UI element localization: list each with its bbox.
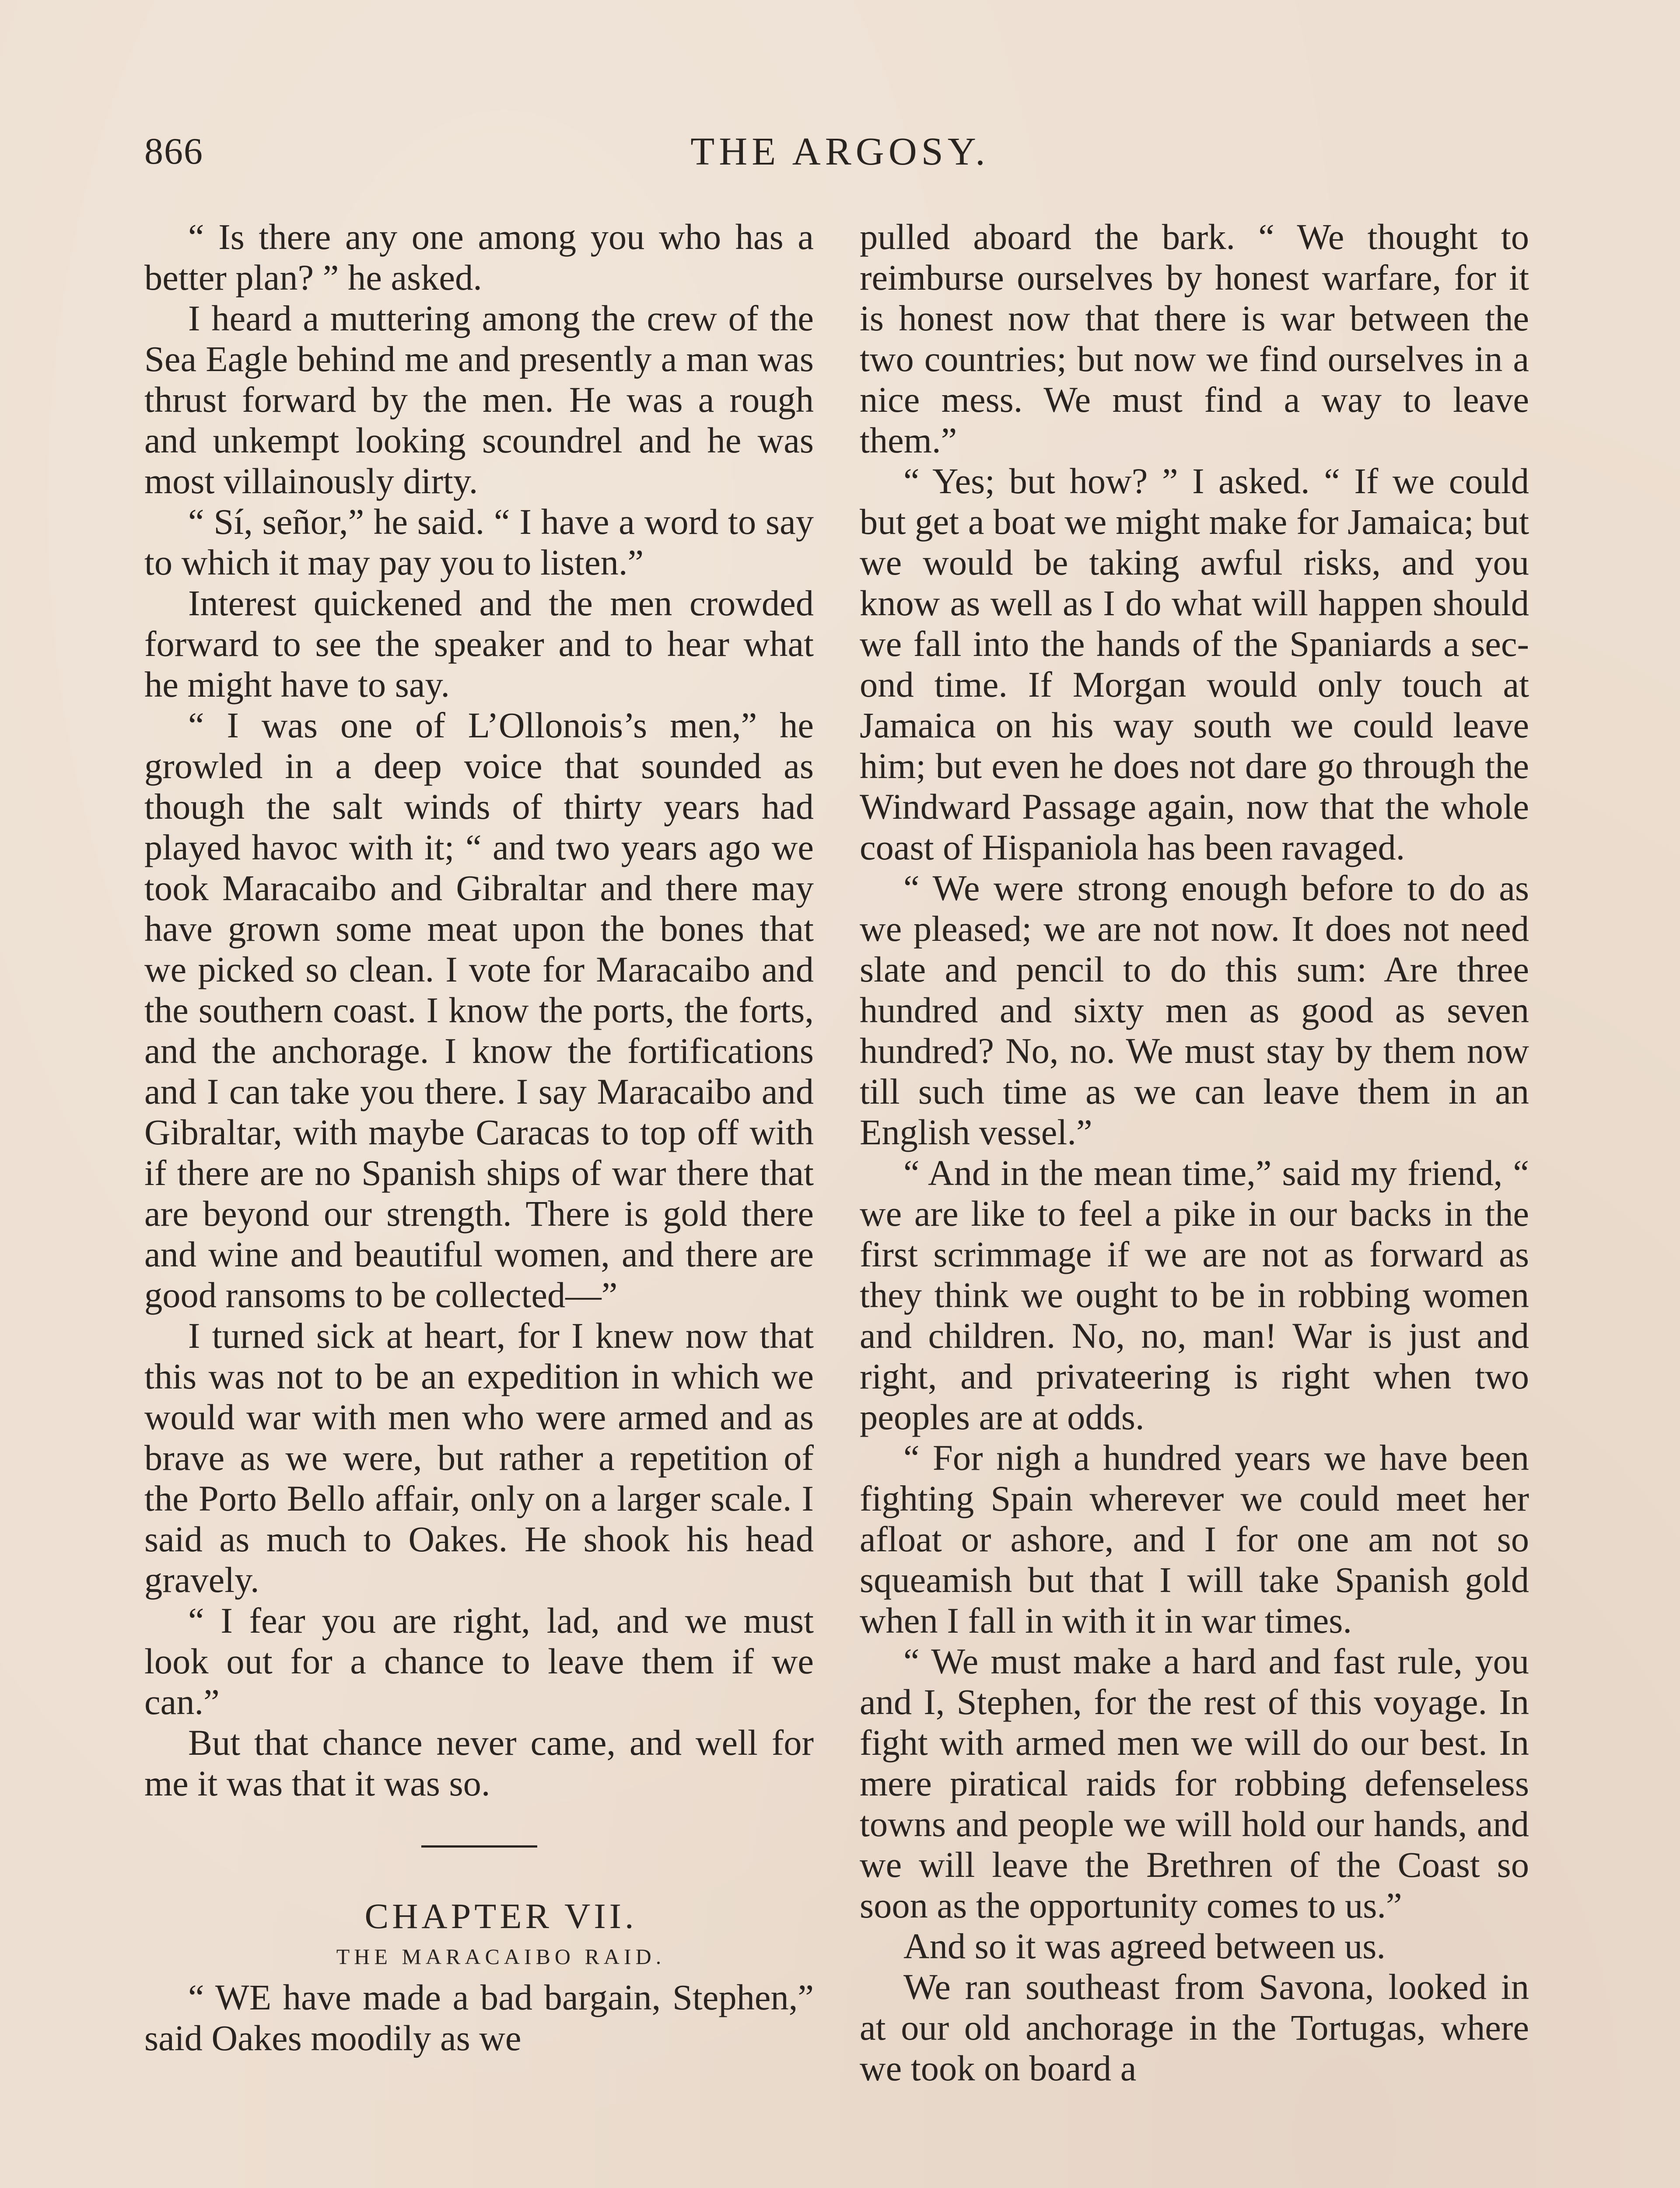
paragraph: “ We must make a hard and fast rule, you and I, Stephen, for the rest of this voyage. In fight with armed men we will do our best. In mere piratical raids for robbing defenseless towns and people we will hold our hands, and we will leave the Brethren of the Coast so soon as the opportunity comes to us.” xyxy=(860,1641,1529,1925)
page-header xyxy=(144,125,1536,186)
paragraph: “ Is there any one among you who has a better plan? ” he asked. xyxy=(144,217,814,298)
paragraph: “ Yes; but how? ” I asked. “ If we could but get a boat we might make for Jamaica; but we would be taking awful risks, and you know as well as I do what will happen should we fall into the hands of the Spaniards a second time. If Morgan would only touch at Jamaica on his way south we could leave him; but even he does not dare go through the Windward Passage again, now that the whole coast of Hispaniola has been ravaged. xyxy=(860,461,1529,867)
paragraph-continuation: pulled aboard the bark. “ We thought to reimburse ourselves by honest warfare, for it is honest now that there is war between the two countries; but now we find ourselves in a nice mess. We must find a way to leave them.” xyxy=(860,217,1529,460)
paragraph: I heard a muttering among the crew of the Sea Eagle behind me and presently a man was thrust forward by the men. He was a rough and unkempt looking scoundrel and he was most villainously dirty. xyxy=(144,298,814,501)
chapter-opening-paragraph: “ WE have made a bad bargain, Stephen,” said Oakes moodily as we xyxy=(144,1977,814,2058)
chapter-heading: CHAPTER VII. xyxy=(364,1896,637,1936)
paragraph: We ran southeast from Savona, looked in at our old anchorage in the Tortugas, where we took on board a xyxy=(860,1967,1529,2088)
paragraph: And so it was agreed between us. xyxy=(903,1926,1386,1966)
paragraph: I turned sick at heart, for I knew now that this was not to be an expedition in which we would war with men who were armed and as brave as we were, but rather a repetition of the Porto Bello affair, only on a larger scale. I said as much to Oakes. He shook his head gravely. xyxy=(144,1315,814,1600)
paragraph: “ And in the mean time,” said my friend, “ we are like to feel a pike in our backs in the first scrimmage if we are not as forward as they think we ought to be in robbing women and children. No, no, man! War is just and right, and privateering is right when two peoples are at odds. xyxy=(860,1153,1529,1437)
right-column xyxy=(860,217,1529,2089)
paragraph: Interest quickened and the men crowded forward to see the speaker and to hear what he might have to say. xyxy=(144,583,814,705)
paragraph: But that chance never came, and well for me it was that it was so. xyxy=(144,1722,814,1803)
left-column xyxy=(144,217,814,2058)
page-number: 866 xyxy=(144,130,203,172)
section-divider xyxy=(421,1845,537,1848)
paragraph: “ For nigh a hundred years we have been fighting Spain wherever we could meet her afloat or ashore, and I for one am not so squeamish but that I will take Spanish gold when I fall in with it in war times. xyxy=(860,1438,1529,1641)
paragraph: “ We were strong enough before to do as we pleased; we are not now. It does not need slate and pencil to do this sum: Are three hundred and sixty men as good as seven hundred? No, no. We must stay by them now till such time as we can leave them in an English vessel.” xyxy=(860,868,1529,1152)
paragraph: “ Sí, señor,” he said. “ I have a word to say to which it may pay you to listen.” xyxy=(144,501,814,582)
paragraph: “ I was one of L’Ollonois’s men,” he growled in a deep voice that sounded as though the salt winds of thirty years had played havoc with it; “ and two years ago we took Maracaibo and Gibraltar and there may have grown some meat upon the bones that we picked so clean. I vote for Maracaibo and the southern coast. I know the ports, the forts, and the anchorage. I know the fortifications and I can take you there. I say Maracaibo and Gibraltar, with maybe Caracas to top off with if there are no Spanish ships of war there that are beyond our strength. There is gold there and wine and beautiful women, and there are good ransoms to be collected—” xyxy=(144,705,814,1315)
paragraph: “ I fear you are right, lad, and we must look out for a chance to leave them if we can.” xyxy=(144,1600,814,1722)
running-title: THE ARGOSY. xyxy=(690,130,990,173)
chapter-subtitle: THE MARACAIBO RAID. xyxy=(336,1944,666,1969)
